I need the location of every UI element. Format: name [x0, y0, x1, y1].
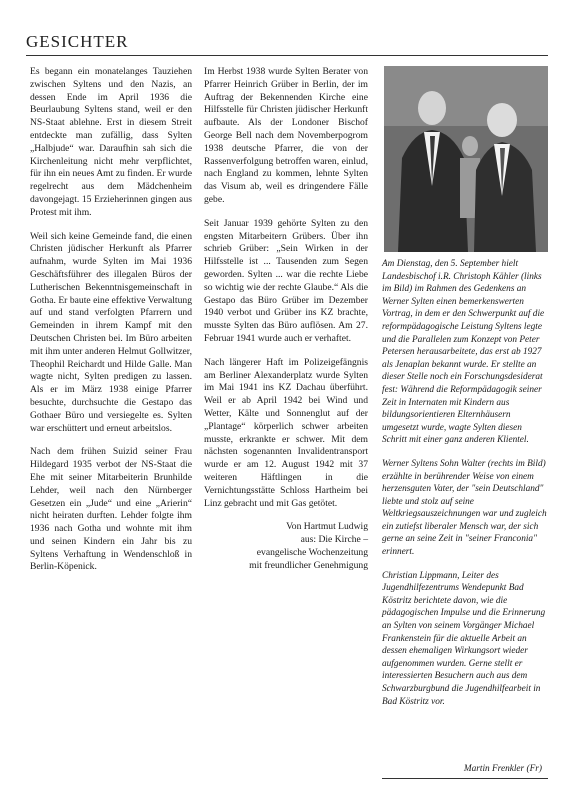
column-2 — [204, 66, 368, 572]
photo-two-men — [384, 66, 548, 252]
article-byline — [204, 521, 368, 572]
caption-paragraph: Werner Syltens Sohn Walter (rechts im Bild) erzählte in berührender Weise von einem herzensguten Vater, der "sein Deutschland" liebte und stolz auf seine Weltkriegsauszeichnungen war und zugleich ein zutiefst liberaler Mensch war, der sich gerne an seine Zeit in "seiner Franconia" erinnert. — [382, 458, 547, 558]
column-3 — [382, 66, 548, 719]
paragraph: Weil sich keine Gemeinde fand, die einen Christen jüdischer Herkunft als Pfarrer aufnahm, wurde Sylten im Mai 1936 Geschäftsführer des illegalen Büros der Lutherischen Bekenntnisgemeinschaft in Gotha. Er baute eine effektive Verwaltung auf und stand verfolgten Pfarrern und Gemeinden in ihrem Kampf mit den Deutschen Christen bei. Im Büro arbeiten mit ihm unter anderen Helmut Gollwitzer, Theophil Reichardt und Hilde Galle. Man wagte nicht, Sylten predigen zu lassen. Als er im März 1938 einige Pfarrer besuchte, durchsuchte die Gestapo das Gothaer Büro und versiegelte es. Sylten war erschüttert und erneut arbeitslos. — [30, 230, 192, 434]
photo-captions — [382, 258, 548, 708]
page-header — [26, 32, 548, 56]
section-title: GESICHTER — [26, 32, 129, 51]
byline-permission: mit freundlicher Genehmigung — [249, 559, 368, 571]
divider — [382, 778, 548, 779]
byline-publication: evangelische Wochenzeitung — [256, 546, 368, 558]
paragraph: Seit Januar 1939 gehörte Sylten zu den engsten Mitarbeitern Grübers. Über ihn schrieb Grüber: „Sein Wirken in der Hilfsstelle ist ... Tausenden zum Segen geworden. Sylten ... war die rechte Liebe so wichtig wie der rechte Glaube.“ Als die Gestapo das Büro Grüber im Dezember 1940 verbot und Grüber ins KZ brachte, musste Sylten das Büro auflösen. Am 27. Februar 1941 wurde auch er verhaftet. — [204, 217, 368, 344]
byline-author: Von Hartmut Ludwig — [286, 521, 368, 533]
paragraph: Es begann ein monatelanges Tauziehen zwischen Syltens und den Nazis, an dessen Ende im April 1936 die Beurlaubung Syltens stand, weil er den NS-Staat ablehne. Erst in diesem Streit entdeckte man zufällig, dass Sylten „Halbjude“ war. Daraufhin sah sich die Kirchenleitung nicht mehr verpflichtet, für ihn ein neues Amt zu finden. Er wurde regelrecht aus dem Mädchenheim davongejagt. 15 Erzieherinnen gingen aus Protest mit ihm. — [30, 66, 192, 218]
photo-illustration — [384, 66, 548, 252]
paragraph: Nach längerer Haft im Polizeigefängnis am Berliner Alexanderplatz wurde Sylten im Mai 1941 ins KZ Dachau überführt. Weil er ab April 1942 bei Wind und Wetter, Kälte und Sonnenglut auf der „Plantage“ körperlich schwer arbeiten musste, erkrankte er schwer. Mit dem nächsten sogenannten Invalidentransport wurde er am 12. August 1942 mit 37 weiteren Häftlingen in die Vernichtungsstätte Schloss Hartheim bei Linz gebracht und mit Gas getötet. — [204, 356, 368, 509]
caption-paragraph: Am Dienstag, den 5. September hielt Landesbischof i.R. Christoph Kähler (links im Bild) im Rahmen des Gedenkens an Werner Sylten einen bemerkenswerten Vortrag, in dem er den Schwerpunkt auf die reformpädagogische Leistung Syltens legte und die Parallelen zum Konzept von Peter Petersen herausarbeitete, das erst ab 1927 als Jenaplan bekannt wurde. Er stellte an dieser Stelle noch ein Forschungsdesiderat fest: Während die Reformpädagogik seiner Zeit in Internaten mit Kindern aus bildungsorientieren Elternhäusern umgesetzt wurde, wagte Sylten diesen Schritt mit einer ganz anderen Klientel. — [382, 259, 545, 446]
caption-author: Martin Frenkler (Fr) — [463, 764, 542, 774]
paragraph: Nach dem frühen Suizid seiner Frau Hildegard 1935 verbot der NS-Staat die Ehe mit seiner Mitarbeiterin Brunhilde Lehder, weil nach den Nürnberger Gesetzen ein „Jude“ und eine „Arierin“ nicht heiraten durften. Lehder folgte ihm 1936 nach Gotha und wohnte mit ihm und seinen Kindern ein Jahr bis zu Syltens Verhaftung in Wendenschloß in Berlin-Köpenick. — [30, 446, 192, 573]
column-1 — [30, 66, 192, 585]
caption-paragraph: Christian Lippmann, Leiter des Jugendhilfezentrums Wendepunkt Bad Köstritz berichtete davon, wie die pädagogischen Impulse und die Erinnerung an Sylten von seinem Vorgänger Michael Frankenstein für die aktuelle Arbeit an dessen ehemaligen Wirkungsort wieder aufgenommen wurden. Gerne stellt er interessierten Besuchern auch aus dem Schwarzburgbund die Jugendhilfearbeit in Bad Köstritz vor. — [382, 570, 546, 707]
byline-source: aus: Die Kirche – — [300, 534, 368, 546]
paragraph: Im Herbst 1938 wurde Sylten Berater von Pfarrer Heinrich Grüber in Berlin, der im Auftrag der Bekennenden Kirche eine Hilfsstelle für Christen jüdischer Herkunft aufbaute. Als der Londoner Bischof George Bell nach dem Novemberpogrom 1938 deutsche Pfarrer, die von der Rassenverfolgung betroffen waren, einlud, nach England zu kommen, lehnte Sylten das Visum ab, weil es dringendere Fälle gebe. — [204, 66, 368, 205]
